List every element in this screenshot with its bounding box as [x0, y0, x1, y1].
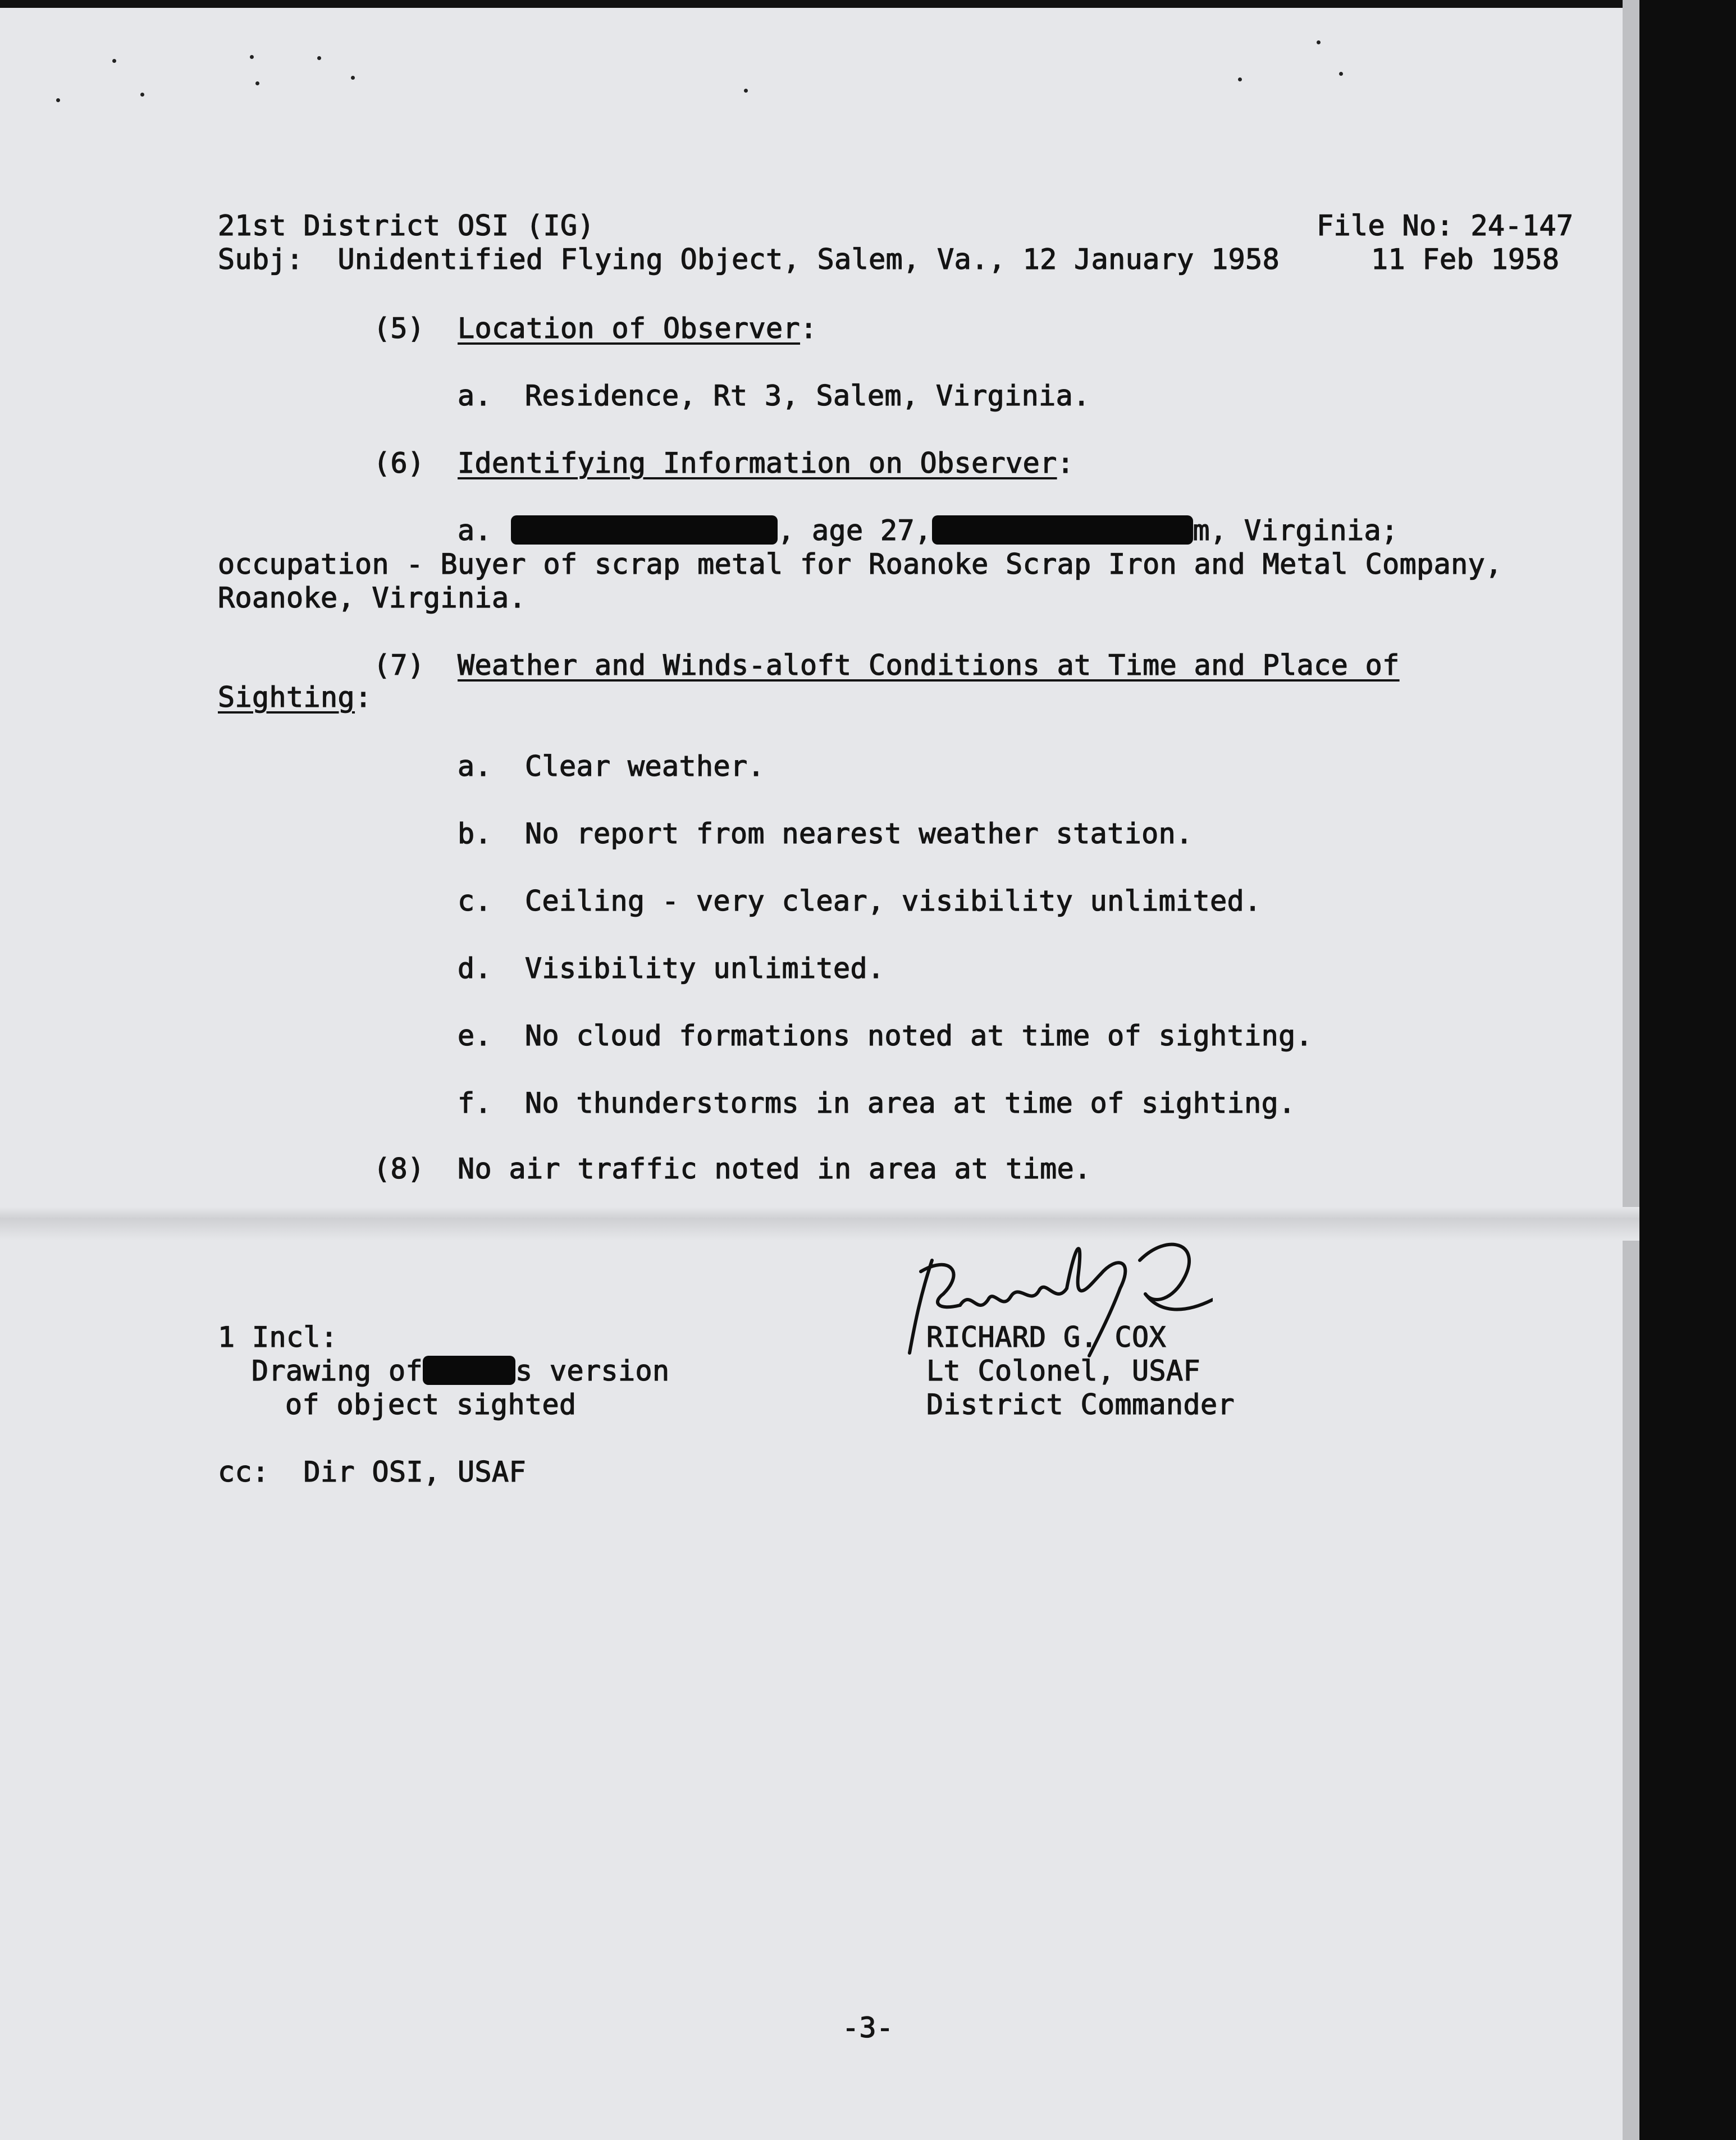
section-6-number: (6) [373, 447, 425, 479]
scan-speck [140, 93, 144, 97]
district-header: 21st District OSI (IG) [218, 209, 595, 242]
section-7-heading-text: Weather and Winds-aloft Conditions at Time and Place of [458, 649, 1400, 682]
section-6-a-line3: Roanoke, Virginia. [218, 582, 527, 614]
section-8-text: No air traffic noted in area at time. [458, 1153, 1091, 1185]
redaction-observer-name [423, 1356, 515, 1385]
scan-border-right [1639, 0, 1736, 2140]
section-5-heading: Location of Observer: [458, 312, 817, 345]
section-7-c-text: Ceiling - very clear, visibility unlimited. [525, 885, 1262, 917]
section-7-heading-line1 [458, 648, 1400, 682]
enclosure-line3: of object sighted [285, 1388, 577, 1421]
signer-title: District Commander [926, 1388, 1235, 1421]
scan-border-top [0, 0, 1639, 8]
scan-speck [1317, 40, 1321, 44]
subject-label: Subj: [218, 243, 304, 276]
file-no-label: File No: [1317, 209, 1454, 242]
file-number [1317, 209, 1574, 243]
redaction-address [932, 515, 1193, 545]
section-7-d-text: Visibility unlimited. [525, 952, 885, 985]
section-6-a-line1 [511, 514, 1399, 547]
section-6-heading: Identifying Information on Observer: [458, 447, 1075, 479]
section-7-heading-line2: Sighting: [218, 681, 372, 714]
scan-speck [317, 56, 321, 60]
file-no-value: 24-147 [1470, 209, 1574, 242]
enclosure-count: 1 Incl: [218, 1321, 338, 1353]
section-6-a-part1: , age 27, [778, 514, 932, 547]
section-7-e-label: e. [458, 1019, 492, 1052]
section-6-a-label: a. [458, 514, 492, 547]
section-7-d-label: d. [458, 952, 492, 985]
page-number: -3- [842, 2011, 894, 2044]
section-7-heading-text-2: Sighting [218, 681, 355, 714]
document-date: 11 Feb 1958 [1371, 243, 1560, 276]
section-8-number: (8) [373, 1153, 425, 1185]
section-5-a-label: a. [458, 379, 492, 412]
section-7-e-text: No cloud formations noted at time of sighting. [525, 1019, 1313, 1052]
section-7-c-label: c. [458, 885, 492, 917]
enclosure-line2-a: Drawing of [252, 1355, 423, 1387]
carbon-copy-line: cc: Dir OSI, USAF [218, 1456, 527, 1488]
section-7-a-label: a. [458, 750, 492, 783]
section-6-a-part2: m, Virginia; [1193, 514, 1399, 547]
subject-text: Unidentified Flying Object, Salem, Va., 12 January 1958 [337, 243, 1280, 276]
enclosure-line2-b: s version [515, 1355, 670, 1387]
section-6-heading-text: Identifying Information on Observer [458, 447, 1057, 479]
section-7-f-label: f. [458, 1087, 492, 1119]
section-5-number: (5) [373, 312, 425, 345]
scan-speck [250, 55, 254, 59]
section-7-f-text: No thunderstorms in area at time of sighting. [525, 1087, 1296, 1119]
enclosure-line2 [252, 1354, 670, 1388]
section-5-a-text: Residence, Rt 3, Salem, Virginia. [525, 379, 1090, 412]
scan-speck [112, 59, 116, 63]
scan-speck [351, 76, 355, 80]
subject-line [218, 243, 1280, 276]
scan-speck [1238, 77, 1242, 81]
scan-speck [56, 98, 60, 102]
section-5-heading-text: Location of Observer [458, 312, 801, 345]
section-7-a-text: Clear weather. [525, 750, 765, 783]
scan-speck [1339, 72, 1343, 76]
section-7-b-text: No report from nearest weather station. [525, 817, 1193, 850]
redaction-name [511, 515, 778, 545]
signer-rank: Lt Colonel, USAF [926, 1355, 1201, 1387]
signer-name: RICHARD G. COX [926, 1321, 1167, 1353]
page-fold-line [0, 1207, 1639, 1241]
scan-speck [255, 81, 259, 85]
section-7-number: (7) [373, 649, 425, 682]
scan-speck [744, 89, 748, 93]
section-7-b-label: b. [458, 817, 492, 850]
section-6-a-line2: occupation - Buyer of scrap metal for Roanoke Scrap Iron and Metal Company, [218, 548, 1502, 580]
scan-border-right-inner [1623, 0, 1639, 2140]
